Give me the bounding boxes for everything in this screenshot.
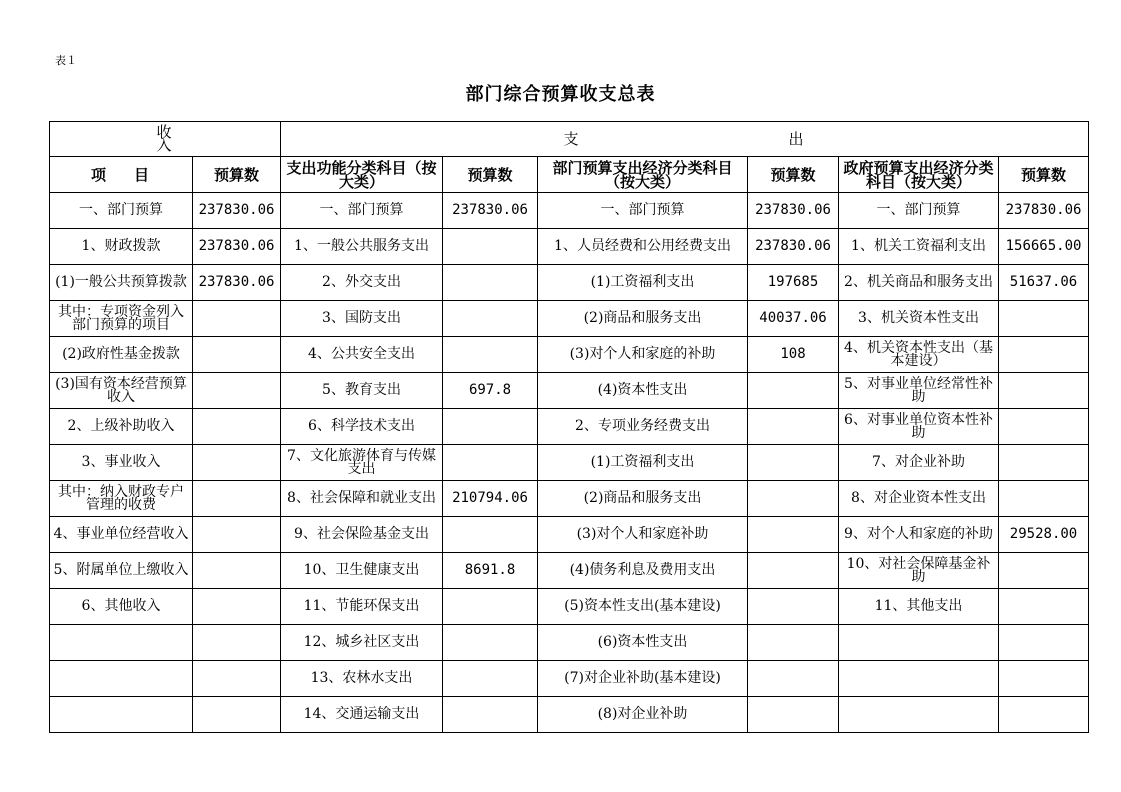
table-row xyxy=(50,517,1089,553)
dept-economic-category-cell: (7)对企业补助(基本建设) xyxy=(538,661,748,697)
column-header-item: 项目 xyxy=(50,157,193,193)
gov-economic-category-cell: 3、机关资本性支出 xyxy=(839,301,999,337)
dept-economic-amount-cell xyxy=(748,625,839,661)
gov-economic-category-cell: 1、机关工资福利支出 xyxy=(839,229,999,265)
income-amount-cell xyxy=(193,445,281,481)
income-item-cell: (3)国有资本经营预算收入 xyxy=(50,373,193,409)
dept-economic-category-cell: 一、部门预算 xyxy=(538,193,748,229)
functional-amount-cell xyxy=(443,229,538,265)
income-amount-cell xyxy=(193,517,281,553)
dept-economic-category-cell: 1、人员经费和公用经费支出 xyxy=(538,229,748,265)
functional-category-cell: 1、一般公共服务支出 xyxy=(281,229,443,265)
functional-amount-cell: 210794.06 xyxy=(443,481,538,517)
income-item-cell: 2、上级补助收入 xyxy=(50,409,193,445)
gov-economic-amount-cell xyxy=(999,625,1089,661)
income-item-cell: 5、附属单位上缴收入 xyxy=(50,553,193,589)
column-header-amount: 预算数 xyxy=(748,157,839,193)
functional-amount-cell xyxy=(443,409,538,445)
table-row xyxy=(50,589,1089,625)
functional-amount-cell: 697.8 xyxy=(443,373,538,409)
column-header-functional-category: 支出功能分类科目（按大类） xyxy=(281,157,443,193)
gov-economic-amount-cell xyxy=(999,373,1089,409)
gov-economic-amount-cell: 237830.06 xyxy=(999,193,1089,229)
column-header-amount: 预算数 xyxy=(443,157,538,193)
income-item-cell xyxy=(50,697,193,733)
income-item-cell: 4、事业单位经营收入 xyxy=(50,517,193,553)
table-row xyxy=(50,553,1089,589)
functional-category-cell: 10、卫生健康支出 xyxy=(281,553,443,589)
table-row xyxy=(50,337,1089,373)
functional-category-cell: 2、外交支出 xyxy=(281,265,443,301)
dept-economic-amount-cell xyxy=(748,445,839,481)
income-item-cell: 1、财政拨款 xyxy=(50,229,193,265)
dept-economic-category-cell: (2)商品和服务支出 xyxy=(538,481,748,517)
gov-economic-category-cell: 一、部门预算 xyxy=(839,193,999,229)
dept-economic-category-cell: (4)债务利息及费用支出 xyxy=(538,553,748,589)
dept-economic-amount-cell xyxy=(748,589,839,625)
income-amount-cell xyxy=(193,337,281,373)
gov-economic-category-cell: 9、对个人和家庭的补助 xyxy=(839,517,999,553)
dept-economic-amount-cell xyxy=(748,481,839,517)
gov-economic-category-cell xyxy=(839,625,999,661)
column-header-amount: 预算数 xyxy=(193,157,281,193)
functional-category-cell: 4、公共安全支出 xyxy=(281,337,443,373)
dept-economic-category-cell: (8)对企业补助 xyxy=(538,697,748,733)
gov-economic-amount-cell xyxy=(999,409,1089,445)
gov-economic-category-cell: 6、对事业单位资本性补助 xyxy=(839,409,999,445)
budget-summary-table xyxy=(49,121,1089,733)
income-amount-cell xyxy=(193,553,281,589)
income-amount-cell: 237830.06 xyxy=(193,229,281,265)
functional-category-cell: 3、国防支出 xyxy=(281,301,443,337)
income-amount-cell: 237830.06 xyxy=(193,193,281,229)
functional-amount-cell xyxy=(443,589,538,625)
dept-economic-amount-cell xyxy=(748,553,839,589)
income-amount-cell xyxy=(193,625,281,661)
document-title: 部门综合预算收支总表 xyxy=(465,84,656,105)
gov-economic-category-cell xyxy=(839,697,999,733)
gov-economic-amount-cell: 51637.06 xyxy=(999,265,1089,301)
dept-economic-category-cell: (1)工资福利支出 xyxy=(538,265,748,301)
gov-economic-amount-cell xyxy=(999,481,1089,517)
gov-economic-amount-cell xyxy=(999,301,1089,337)
income-item-cell: 其中：纳入财政专户管理的收费 xyxy=(50,481,193,517)
income-item-cell: 其中：专项资金列入部门预算的项目 xyxy=(50,301,193,337)
functional-category-cell: 9、社会保险基金支出 xyxy=(281,517,443,553)
gov-economic-amount-cell xyxy=(999,445,1089,481)
functional-category-cell: 14、交通运输支出 xyxy=(281,697,443,733)
table-row xyxy=(50,229,1089,265)
functional-amount-cell: 237830.06 xyxy=(443,193,538,229)
income-amount-cell: 237830.06 xyxy=(193,265,281,301)
gov-economic-category-cell: 7、对企业补助 xyxy=(839,445,999,481)
table-row xyxy=(50,445,1089,481)
income-item-cell xyxy=(50,661,193,697)
gov-economic-category-cell: 2、机关商品和服务支出 xyxy=(839,265,999,301)
gov-economic-category-cell: 4、机关资本性支出（基本建设） xyxy=(839,337,999,373)
functional-category-cell: 一、部门预算 xyxy=(281,193,443,229)
dept-economic-category-cell: (3)对个人和家庭补助 xyxy=(538,517,748,553)
gov-economic-amount-cell: 156665.00 xyxy=(999,229,1089,265)
functional-category-cell: 13、农林水支出 xyxy=(281,661,443,697)
dept-economic-amount-cell: 237830.06 xyxy=(748,229,839,265)
table-row xyxy=(50,409,1089,445)
dept-economic-category-cell: (5)资本性支出(基本建设) xyxy=(538,589,748,625)
dept-economic-amount-cell xyxy=(748,517,839,553)
dept-economic-amount-cell xyxy=(748,373,839,409)
functional-category-cell: 12、城乡社区支出 xyxy=(281,625,443,661)
functional-amount-cell xyxy=(443,517,538,553)
table-row xyxy=(50,661,1089,697)
section-header-row xyxy=(50,122,1089,157)
table-row xyxy=(50,193,1089,229)
gov-economic-category-cell: 11、其他支出 xyxy=(839,589,999,625)
dept-economic-category-cell: (3)对个人和家庭的补助 xyxy=(538,337,748,373)
functional-amount-cell xyxy=(443,625,538,661)
functional-amount-cell xyxy=(443,265,538,301)
table-row xyxy=(50,625,1089,661)
income-amount-cell xyxy=(193,481,281,517)
dept-economic-category-cell: (2)商品和服务支出 xyxy=(538,301,748,337)
functional-amount-cell xyxy=(443,661,538,697)
dept-economic-amount-cell: 197685 xyxy=(748,265,839,301)
income-item-cell: 3、事业收入 xyxy=(50,445,193,481)
functional-category-cell: 8、社会保障和就业支出 xyxy=(281,481,443,517)
dept-economic-category-cell: 2、专项业务经费支出 xyxy=(538,409,748,445)
gov-economic-amount-cell xyxy=(999,661,1089,697)
functional-category-cell: 5、教育支出 xyxy=(281,373,443,409)
income-amount-cell xyxy=(193,697,281,733)
dept-economic-amount-cell xyxy=(748,697,839,733)
income-item-cell xyxy=(50,625,193,661)
functional-amount-cell xyxy=(443,697,538,733)
income-amount-cell xyxy=(193,373,281,409)
dept-economic-category-cell: (1)工资福利支出 xyxy=(538,445,748,481)
column-header-amount: 预算数 xyxy=(999,157,1089,193)
column-header-gov-economic-category: 政府预算支出经济分类科目（按大类） xyxy=(839,157,999,193)
dept-economic-category-cell: (6)资本性支出 xyxy=(538,625,748,661)
gov-economic-amount-cell: 29528.00 xyxy=(999,517,1089,553)
gov-economic-category-cell: 10、对社会保障基金补助 xyxy=(839,553,999,589)
income-amount-cell xyxy=(193,661,281,697)
functional-category-cell: 6、科学技术支出 xyxy=(281,409,443,445)
gov-economic-category-cell: 8、对企业资本性支出 xyxy=(839,481,999,517)
gov-economic-amount-cell xyxy=(999,697,1089,733)
expense-section-header: 支出 xyxy=(281,122,1089,157)
dept-economic-amount-cell: 108 xyxy=(748,337,839,373)
functional-amount-cell xyxy=(443,301,538,337)
gov-economic-amount-cell xyxy=(999,553,1089,589)
functional-category-cell: 7、文化旅游体育与传媒支出 xyxy=(281,445,443,481)
functional-amount-cell: 8691.8 xyxy=(443,553,538,589)
table-row xyxy=(50,373,1089,409)
gov-economic-amount-cell xyxy=(999,337,1089,373)
table-row xyxy=(50,265,1089,301)
column-header-row xyxy=(50,157,1089,193)
income-section-header: 收入 xyxy=(50,122,281,157)
functional-category-cell: 11、节能环保支出 xyxy=(281,589,443,625)
dept-economic-amount-cell: 40037.06 xyxy=(748,301,839,337)
dept-economic-amount-cell xyxy=(748,409,839,445)
table-number-label: 表１ xyxy=(55,54,77,67)
column-header-dept-economic-category: 部门预算支出经济分类科目（按大类） xyxy=(538,157,748,193)
table-row xyxy=(50,481,1089,517)
income-item-cell: 6、其他收入 xyxy=(50,589,193,625)
income-item-cell: 一、部门预算 xyxy=(50,193,193,229)
functional-amount-cell xyxy=(443,445,538,481)
table-row xyxy=(50,697,1089,733)
dept-economic-category-cell: (4)资本性支出 xyxy=(538,373,748,409)
functional-amount-cell xyxy=(443,337,538,373)
dept-economic-amount-cell xyxy=(748,661,839,697)
income-amount-cell xyxy=(193,589,281,625)
gov-economic-category-cell xyxy=(839,661,999,697)
income-amount-cell xyxy=(193,301,281,337)
income-item-cell: (2)政府性基金拨款 xyxy=(50,337,193,373)
income-amount-cell xyxy=(193,409,281,445)
gov-economic-category-cell: 5、对事业单位经常性补助 xyxy=(839,373,999,409)
gov-economic-amount-cell xyxy=(999,589,1089,625)
table-row xyxy=(50,301,1089,337)
dept-economic-amount-cell: 237830.06 xyxy=(748,193,839,229)
income-item-cell: (1)一般公共预算拨款 xyxy=(50,265,193,301)
